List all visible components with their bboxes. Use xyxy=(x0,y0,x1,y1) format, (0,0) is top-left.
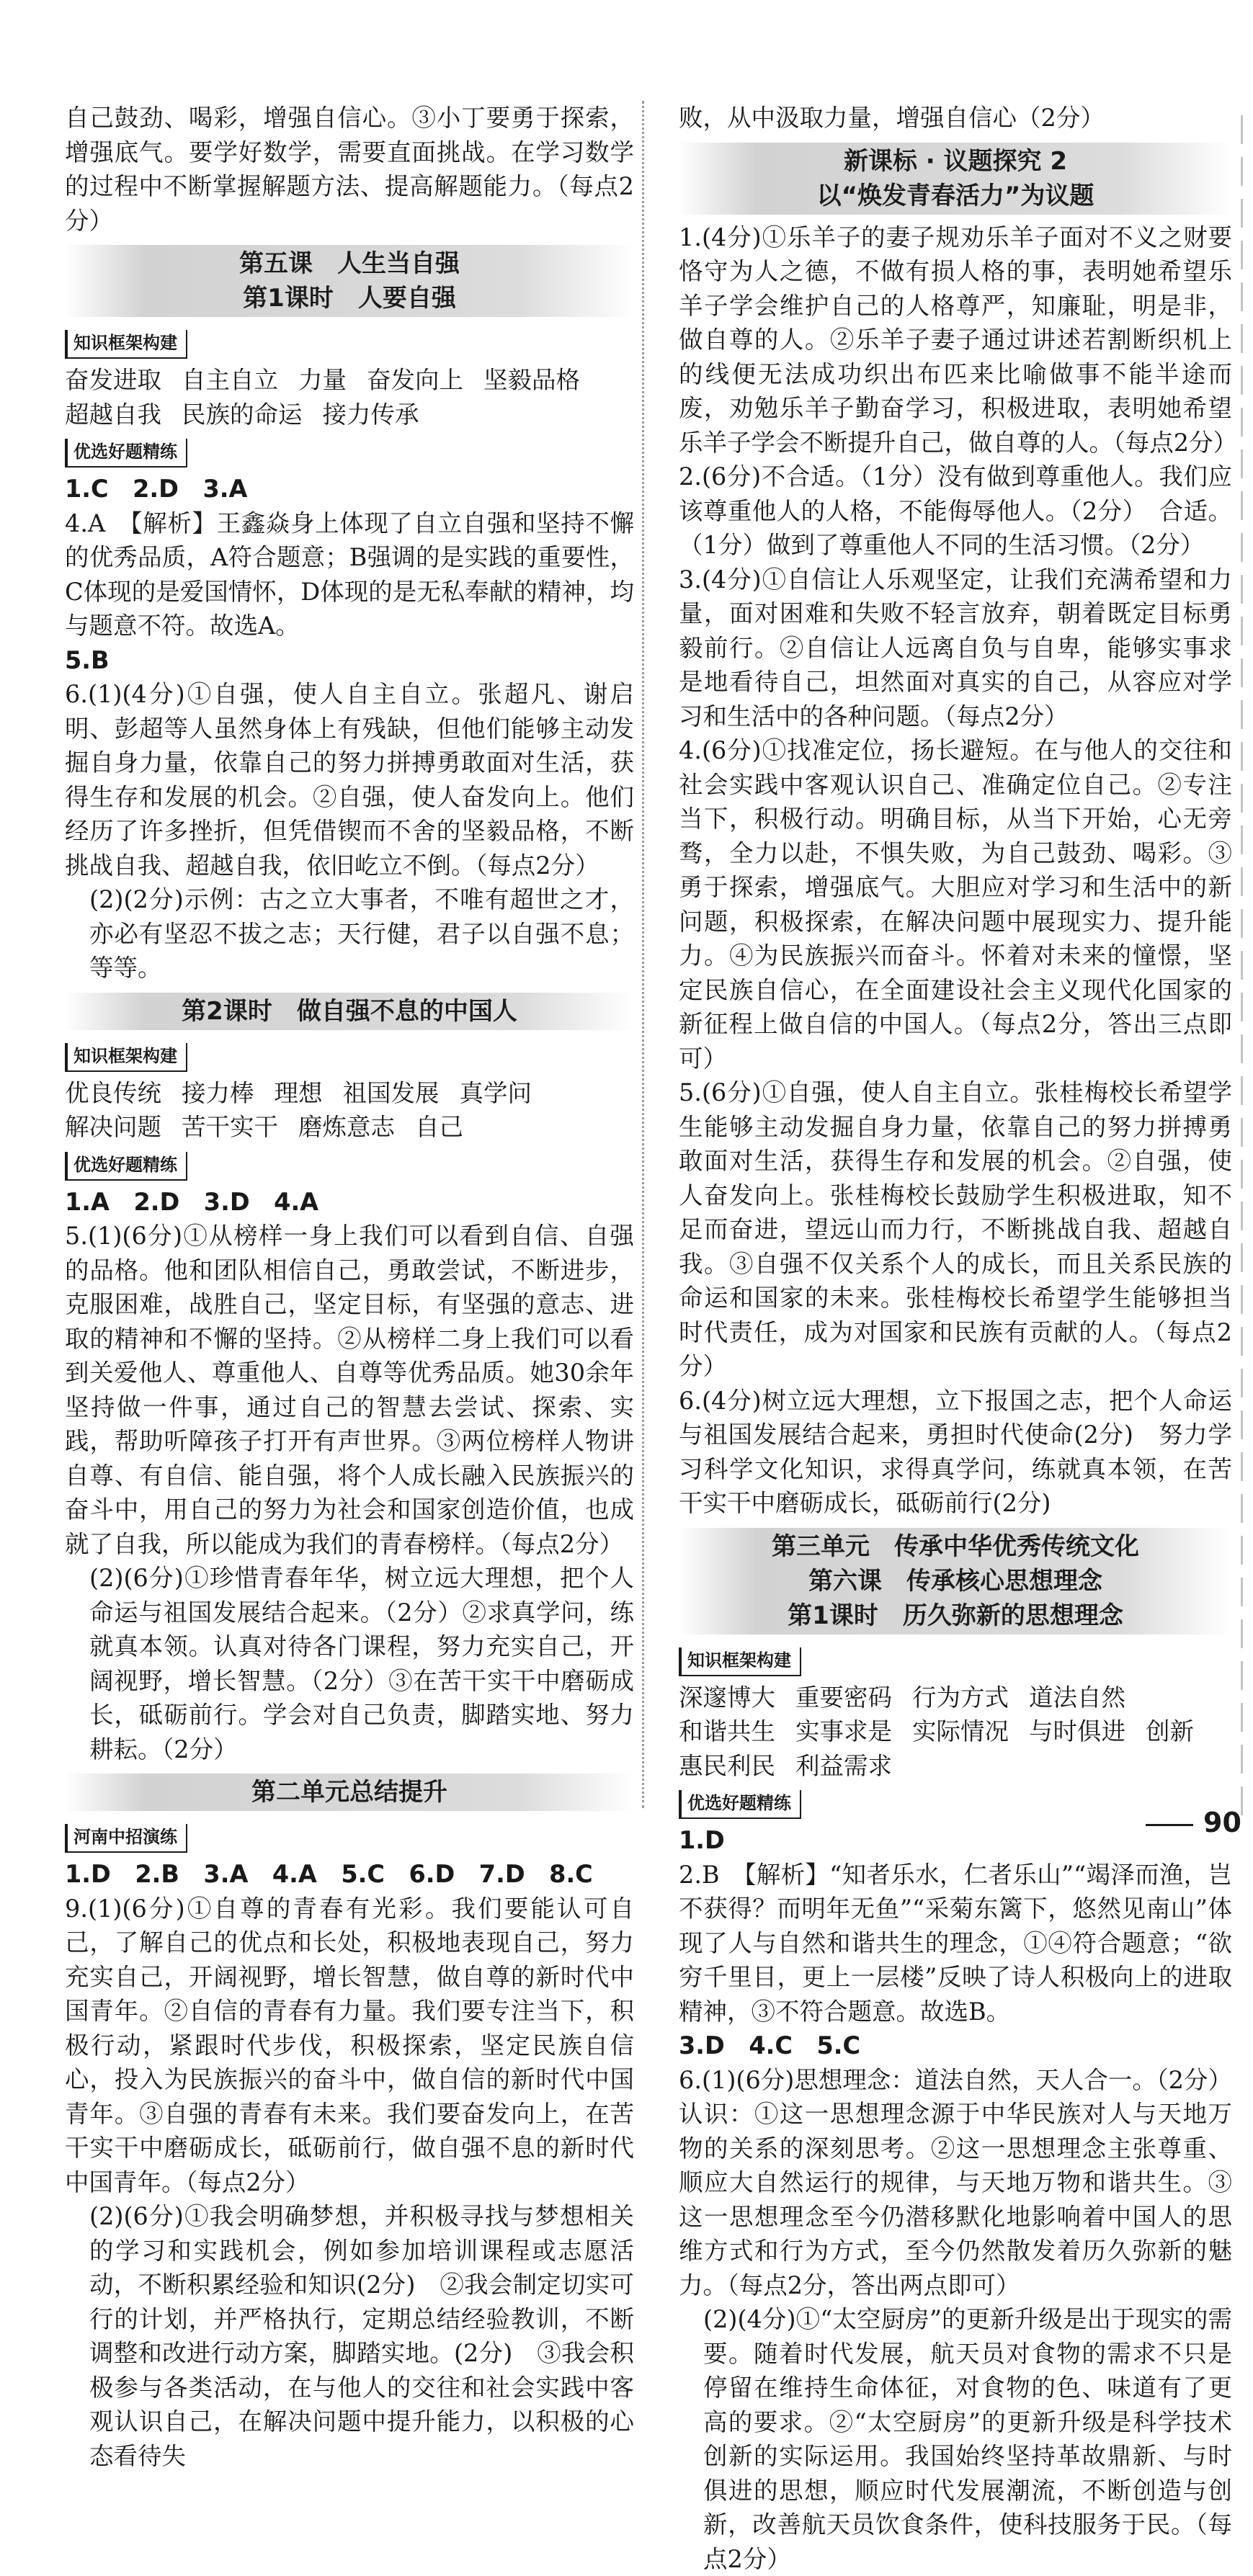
answer-line: 5.B xyxy=(65,645,110,674)
keyword: 民族的命运 xyxy=(182,400,303,429)
answer-line: 2.(6分)不合适。（1分）没有做到尊重他人。我们应该尊重他人的人格，不能侮辱他人。（2分） 合适。（1分）做到了尊重他人不同的生活习惯。（2分） xyxy=(679,462,1232,559)
answer-line: 1.D xyxy=(679,1826,725,1854)
answer-line: (2)(2分)示例：古之立大事者，不唯有超世之才，亦必有坚忍不拔之志；天行健，君子以自强不息；等等。 xyxy=(89,885,634,982)
keyword: 自己 xyxy=(415,1113,463,1141)
keyword: 接力棒 xyxy=(182,1078,254,1107)
answer-line: 1.D 2.B 3.A 4.A 5.C 6.D 7.D 8.C xyxy=(65,1860,593,1888)
keyword: 重要密码 xyxy=(795,1683,892,1712)
answer-line: 3.D 4.C 5.C xyxy=(679,2031,861,2060)
intro-paragraph: 自己鼓劲、喝彩，增强自信心。③小丁要勇于探索，增强底气。要学好数学，需要直面挑战。在学习数学的过程中不断掌握解题方法、提高解题能力。（每点2分） xyxy=(65,104,634,235)
keyword: 道法自然 xyxy=(1029,1683,1125,1712)
lesson5-s2-title: 第2课时 做自强不息的中国人 xyxy=(182,996,517,1026)
lesson6-s1-title: 第1课时 历久弥新的思想理念 xyxy=(788,1601,1123,1630)
column-divider xyxy=(642,101,644,1808)
answer-line: 4.(6分)①找准定位，扬长避短。在与他人的交往和社会实践中客观认识自己、准确定位自己。②专注当下，积极行动。明确目标，从当下开始，心无旁骛，全力以赴，不惧失败，为自己鼓劲、喝彩。③勇于探索，增强底气。大胆应对学习和生活中的新问题，积极探索，在解决问题中展现实力、提升能力。④为民族振兴而奋斗。怀着对未来的憧憬，坚定民族自信心，在全面建设社会主义现代化国家的新征程上做自信的中国人。（每点2分，答出三点即可） xyxy=(679,736,1232,1073)
answer-line: 2.B 【解析】“知者乐水，仁者乐山”“竭泽而渔，岂不获得？而明年无鱼”“采菊东篱下，悠然见南山”体现了人与自然和谐共生的理念，①④符合题意；“欲穷千里目，更上一层楼”反映了诗人积极向上的进取精神，③不符合题意。故选B。 xyxy=(679,1860,1232,2026)
tag-framework: 知识框架构建 xyxy=(679,1647,801,1676)
unit2-summary-header xyxy=(65,1774,634,1811)
explore-subtitle: 以“焕发青春活力”为议题 xyxy=(816,181,1094,210)
explore-header xyxy=(679,143,1232,215)
keyword: 力量 xyxy=(298,366,347,394)
keyword: 与时俱进 xyxy=(1029,1717,1125,1745)
page-edge-marks xyxy=(1241,115,1243,1815)
keyword: 磨炼意志 xyxy=(298,1113,395,1141)
keyword: 自主自立 xyxy=(182,366,278,394)
tag-henan: 河南中招演练 xyxy=(65,1824,187,1853)
s2-keywords xyxy=(65,1076,634,1145)
answer-line: 5.(6分)①自强，使人自主自立。张桂梅校长希望学生能够主动发掘自身力量，依靠自己的努力拼搏勇敢面对生活，获得生存和发展的机会。②自强，使人奋发向上。张桂梅校长鼓励学生积极进取，知不足而奋进，望远山而力行，不断挑战自我、超越自我。③自强不仅关系个人的成长，而且关系民族的命运和国家的未来。张桂梅校长希望学生能够担当时代责任，成为对国家和民族有贡献的人。（每点2分） xyxy=(679,1078,1232,1380)
right-column xyxy=(679,101,1238,2576)
answer-line: (2)(6分)①我会明确梦想，并积极寻找与梦想相关的学习和实践机会，例如参加培训课程或志愿活动，不断积累经验和知识(2分) ②我会制定切实可行的计划，并严格执行，定期总结经验教训，不断调整和改进行动方案，脚踏实地。(2分) ③我会积极参与各类活动，在与他人的交往和社会实践中客观认识自己，在解决问题中提升能力，以积极的心态看待失 xyxy=(89,2202,634,2470)
continued-line: 败，从中汲取力量，增强自信心（2分） xyxy=(679,104,1105,132)
s1-keywords xyxy=(65,363,634,431)
left-column xyxy=(65,101,634,2473)
keyword: 超越自我 xyxy=(65,400,161,429)
keyword: 奋发向上 xyxy=(367,366,463,394)
answer-line: 1.A 2.D 3.D 4.A xyxy=(65,1187,319,1216)
answer-line: 6.(1)(4分)①自强，使人自主自立。张超凡、谢启明、彭超等人虽然身体上有残缺，但他们能够主动发掘自身力量，依靠自己的努力拼搏勇敢面对生活，获得生存和发展的机会。②自强，使人奋发向上。他们经历了许多挫折，但凭借锲而不舍的坚毅品格，不断挑战自我、超越自我，依旧屹立不倒。（每点2分） xyxy=(65,680,634,880)
lesson6-title: 第六课 传承核心思想理念 xyxy=(808,1566,1102,1596)
keyword: 创新 xyxy=(1146,1717,1194,1745)
keyword: 和谐共生 xyxy=(679,1717,775,1745)
keyword: 祖国发展 xyxy=(342,1078,440,1107)
keyword: 行为方式 xyxy=(912,1683,1009,1712)
keyword: 奋发进取 xyxy=(65,366,161,394)
answer-line: (2)(4分)①“太空厨房”的更新升级是出于现实的需要。随着时代发展，航天员对食物的需求不只是停留在维持生命体征，对食物的色、味道有了更高的要求。②“太空厨房”的更新升级是科学技术创新的实际运用。我国始终坚持革故鼎新、与时俱进的思想，顺应时代发展潮流，不断创造与创新，改善航天员饮食条件，使科技服务于民。（每点2分） xyxy=(703,2305,1232,2573)
tag-framework: 知识框架构建 xyxy=(65,1043,187,1072)
answer-line: 6.(1)(6分)思想理念：道法自然，天人合一。（2分）认识：①这一思想理念源于中华民族对人与天地万物的关系的深刻思考。②这一思想理念主张尊重、顺应大自然运行的规律，与天地万物和谐共生。③这一思想理念至今仍潜移默化地影响着中国人的思维方式和行为方式，至今仍然散发着历久弥新的魅力。（每点2分，答出两点即可） xyxy=(679,2065,1232,2299)
keyword: 接力传承 xyxy=(322,400,419,429)
tag-framework: 知识框架构建 xyxy=(65,330,187,359)
lesson5-s2-header xyxy=(65,993,634,1030)
keyword: 真学问 xyxy=(459,1078,532,1107)
keyword: 实际情况 xyxy=(912,1717,1009,1745)
tag-practice: 优选好题精练 xyxy=(65,439,187,468)
answer-line: 4.A 【解析】王鑫焱身上体现了自立自强和坚持不懈的优秀品质，A符合题意；B强调的是实践的重要性，C体现的是爱国情怀，D体现的是无私奉献的精神，均与题意不符。故选A。 xyxy=(65,509,634,640)
keyword: 优良传统 xyxy=(65,1078,161,1107)
tag-practice: 优选好题精练 xyxy=(679,1790,801,1819)
explore-title: 新课标 · 议题探究 2 xyxy=(843,146,1068,176)
answer-line: 1.(4分)①乐羊子的妻子规劝乐羊子面对不义之财要恪守为人之德，不做有损人格的事，表明她希望乐羊子学会维护自己的人格尊严，知廉耻，明是非，做自尊的人。②乐羊子妻子通过讲述若割断织机上的线便无法成功织出布匹来比喻做事不能半途而废，劝勉乐羊子勤奋学习，积极进取，表明她希望乐羊子学会不断提升自己，做自尊的人。（每点2分） xyxy=(679,223,1238,457)
keyword: 解决问题 xyxy=(65,1113,161,1141)
keyword: 利益需求 xyxy=(795,1751,892,1780)
lesson5-header xyxy=(65,245,634,317)
keyword: 理想 xyxy=(274,1078,323,1107)
keyword: 实事求是 xyxy=(795,1717,892,1745)
answer-line: 3.(4分)①自信让人乐观坚定，让我们充满希望和力量，面对困难和失败不轻言放弃，朝着既定目标勇毅前行。②自信让人远离自负与自卑，能够实事求是地看待自己，坦然面对真实的自己，从容应对学习和生活中的各种问题。（每点2分） xyxy=(679,565,1232,730)
unit3-header xyxy=(679,1528,1232,1634)
answer-line: 5.(1)(6分)①从榜样一身上我们可以看到自信、自强的品格。他和团队相信自己，勇敢尝试，不断进步，克服困难，战胜自己，坚定目标，有坚强的意志、进取的精神和不懈的坚持。②从榜样二身上我们可以看到关爱他人、尊重他人、自尊等优秀品质。她30余年坚持做一件事，通过自己的智慧去尝试、探索、实践，帮助听障孩子打开有声世界。③两位榜样人物讲自尊、有自信、能自强，将个人成长融入民族振兴的奋斗中，用自己的努力为社会和国家创造价值，也成就了自我，所以能成为我们的青春榜样。（每点2分） xyxy=(65,1222,634,1558)
page-number: 90 xyxy=(1203,1807,1241,1838)
unit2-summary-title: 第二单元总结提升 xyxy=(251,1778,447,1807)
page-number-dash xyxy=(1146,1824,1193,1826)
keyword: 坚毅品格 xyxy=(483,366,580,394)
answer-line: 9.(1)(6分)①自尊的青春有光彩。我们要能认可自己，了解自己的优点和长处，积极地表现自己，努力充实自己，开阔视野，增长智慧，做自尊的新时代中国青年。②自信的青春有力量。我们要专注当下，积极行动，紧跟时代步伐，积极探索，坚定民族自信心，投入为民族振兴的奋斗中，做自信的新时代中国青年。③自强的青春有未来。我们要奋发向上，在苦干实干中磨砺成长，砥砺前行，做自强不息的新时代中国青年。（每点2分） xyxy=(65,1894,634,2196)
answer-line: 1.C 2.D 3.A xyxy=(65,475,248,503)
keyword: 惠民利民 xyxy=(679,1751,775,1780)
lesson5-s1-title: 第1课时 人要自强 xyxy=(243,284,456,313)
r-keywords xyxy=(679,1681,1232,1784)
keyword: 苦干实干 xyxy=(182,1113,278,1141)
answer-line: 6.(4分)树立远大理想，立下报国之志，把个人命运与祖国发展结合起来，勇担时代使命(2分) 努力学习科学文化知识，求得真学问，练就真本领，在苦干实干中磨砺成长，砥砺前行(2分) xyxy=(679,1386,1232,1517)
answer-line: (2)(6分)①珍惜青春年华，树立远大理想，把个人命运与祖国发展结合起来。（2分）②求真学问，练就真本领。认真对待各门课程，努力充实自己，开阔视野，增长智慧。（2分）③在苦干实干中磨砺成长，砥砺前行。学会对自己负责，脚踏实地、努力耕耘。（2分） xyxy=(89,1564,634,1763)
lesson5-title: 第五课 人生当自强 xyxy=(239,249,460,278)
tag-practice: 优选好题精练 xyxy=(65,1152,187,1181)
unit3-title: 第三单元 传承中华优秀传统文化 xyxy=(772,1531,1139,1561)
keyword: 深邃博大 xyxy=(679,1683,775,1712)
